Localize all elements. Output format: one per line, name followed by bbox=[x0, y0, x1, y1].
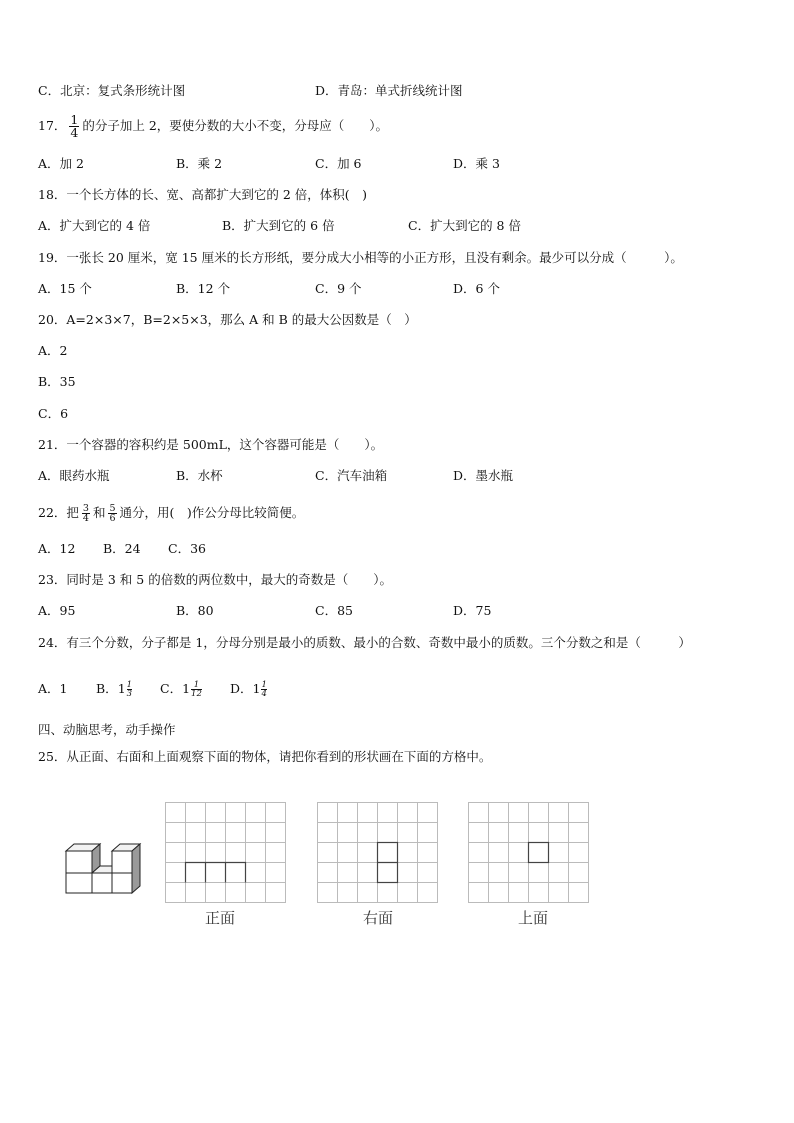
q21-stem: 21．一个容器的容积约是 500mL，这个容器可能是（ ）。 bbox=[38, 437, 384, 452]
q23-option-a: A．95 bbox=[38, 603, 76, 618]
q22-option-b: B．24 bbox=[103, 541, 141, 556]
q24-option-b-fraction: $\frac{1}{3}$ bbox=[126, 679, 133, 699]
q22-text: 通分，用( )作公分母比较简便。 bbox=[119, 505, 305, 520]
q17-option-d: D．乘 3 bbox=[453, 156, 500, 171]
q17-option-b: B．乘 2 bbox=[176, 156, 223, 171]
grid-top-label: 上面 bbox=[518, 909, 549, 927]
section-4-title: 四、动脑思考，动手操作 bbox=[38, 722, 176, 737]
q17-text: 的分子加上 2，要使分数的大小不变，分母应（ ）。 bbox=[82, 118, 389, 133]
grid-front-label: 正面 bbox=[205, 909, 236, 927]
q16-option-d: D．青岛：单式折线统计图 bbox=[315, 83, 463, 98]
q22-option-c: C．36 bbox=[168, 541, 206, 556]
q24-option-d-fraction: $\frac{1}{4}$ bbox=[261, 679, 267, 699]
q19-stem: 19．一张长 20 厘米，宽 15 厘米的长方形纸，要分成大小相等的小正方形，且没有剩余。最少可以分成（ ）。 bbox=[38, 250, 683, 265]
q20-option-b: B．35 bbox=[38, 374, 76, 389]
grid-top-view[interactable] bbox=[468, 802, 590, 904]
q22-and: 和 bbox=[92, 505, 106, 520]
q24-option-b: B．1 $\frac{1}{3}$ bbox=[96, 679, 133, 699]
q17-number: 17． bbox=[38, 118, 67, 133]
q23-stem: 23．同时是 3 和 5 的倍数的两位数中，最大的奇数是（ ）。 bbox=[38, 572, 392, 587]
q20-option-a: A．2 bbox=[38, 343, 68, 358]
q17-stem bbox=[38, 111, 388, 141]
q24-option-a: A．1 bbox=[38, 681, 68, 696]
q21-option-d: D．墨水瓶 bbox=[453, 468, 514, 483]
q22-fraction-1: $\frac{3}{4}$ bbox=[82, 502, 89, 524]
q18-option-b: B．扩大到它的 6 倍 bbox=[222, 218, 335, 233]
q21-option-a: A．眼药水瓶 bbox=[38, 468, 110, 483]
q21-option-b: B．水杯 bbox=[176, 468, 223, 483]
q17-option-a: A．加 2 bbox=[38, 156, 84, 171]
q19-option-a: A．15 个 bbox=[38, 281, 92, 296]
q19-option-d: D．6 个 bbox=[453, 281, 500, 296]
q17-fraction: $\frac{1}{4}$ bbox=[70, 111, 79, 140]
q16-option-c: C．北京：复式条形统计图 bbox=[38, 83, 186, 98]
q22-fraction-2: $\frac{5}{6}$ bbox=[109, 502, 116, 524]
q21-option-c: C．汽车油箱 bbox=[315, 468, 388, 483]
grid-right-label: 右面 bbox=[363, 909, 394, 927]
q19-option-b: B．12 个 bbox=[176, 281, 231, 296]
q18-option-c: C．扩大到它的 8 倍 bbox=[408, 218, 521, 233]
q23-option-b: B．80 bbox=[176, 603, 214, 618]
grid-right-view[interactable] bbox=[317, 802, 439, 904]
q22-stem bbox=[38, 498, 304, 528]
q25-stem: 25．从正面、右面和上面观察下面的物体，请把你看到的形状画在下面的方格中。 bbox=[38, 749, 492, 764]
q22-prefix: 22．把 bbox=[38, 505, 79, 520]
q19-option-c: C．9 个 bbox=[315, 281, 362, 296]
cube-object-figure bbox=[62, 838, 142, 896]
q24-stem: 24．有三个分数，分子都是 1，分母分别是最小的质数、最小的合数、奇数中最小的质数。三个分数之和是（ ） bbox=[38, 635, 691, 650]
q24-option-c-fraction: $\frac{1}{12}$ bbox=[191, 679, 202, 699]
q20-option-c: C．6 bbox=[38, 406, 69, 421]
q20-stem: 20．A=2×3×7，B=2×5×3，那么 A 和 B 的最大公因数是（ ） bbox=[38, 312, 417, 327]
q22-option-a: A．12 bbox=[38, 541, 76, 556]
q18-option-a: A．扩大到它的 4 倍 bbox=[38, 218, 151, 233]
q24-option-d: D．1 $\frac{1}{4}$ bbox=[230, 679, 267, 699]
q23-option-d: D．75 bbox=[453, 603, 492, 618]
q17-option-c: C．加 6 bbox=[315, 156, 362, 171]
q23-option-c: C．85 bbox=[315, 603, 353, 618]
q18-stem: 18．一个长方体的长、宽、高都扩大到它的 2 倍，体积( ) bbox=[38, 187, 368, 202]
grid-front-view[interactable] bbox=[165, 802, 287, 904]
q24-option-c: C．1 $\frac{1}{12}$ bbox=[160, 679, 202, 699]
